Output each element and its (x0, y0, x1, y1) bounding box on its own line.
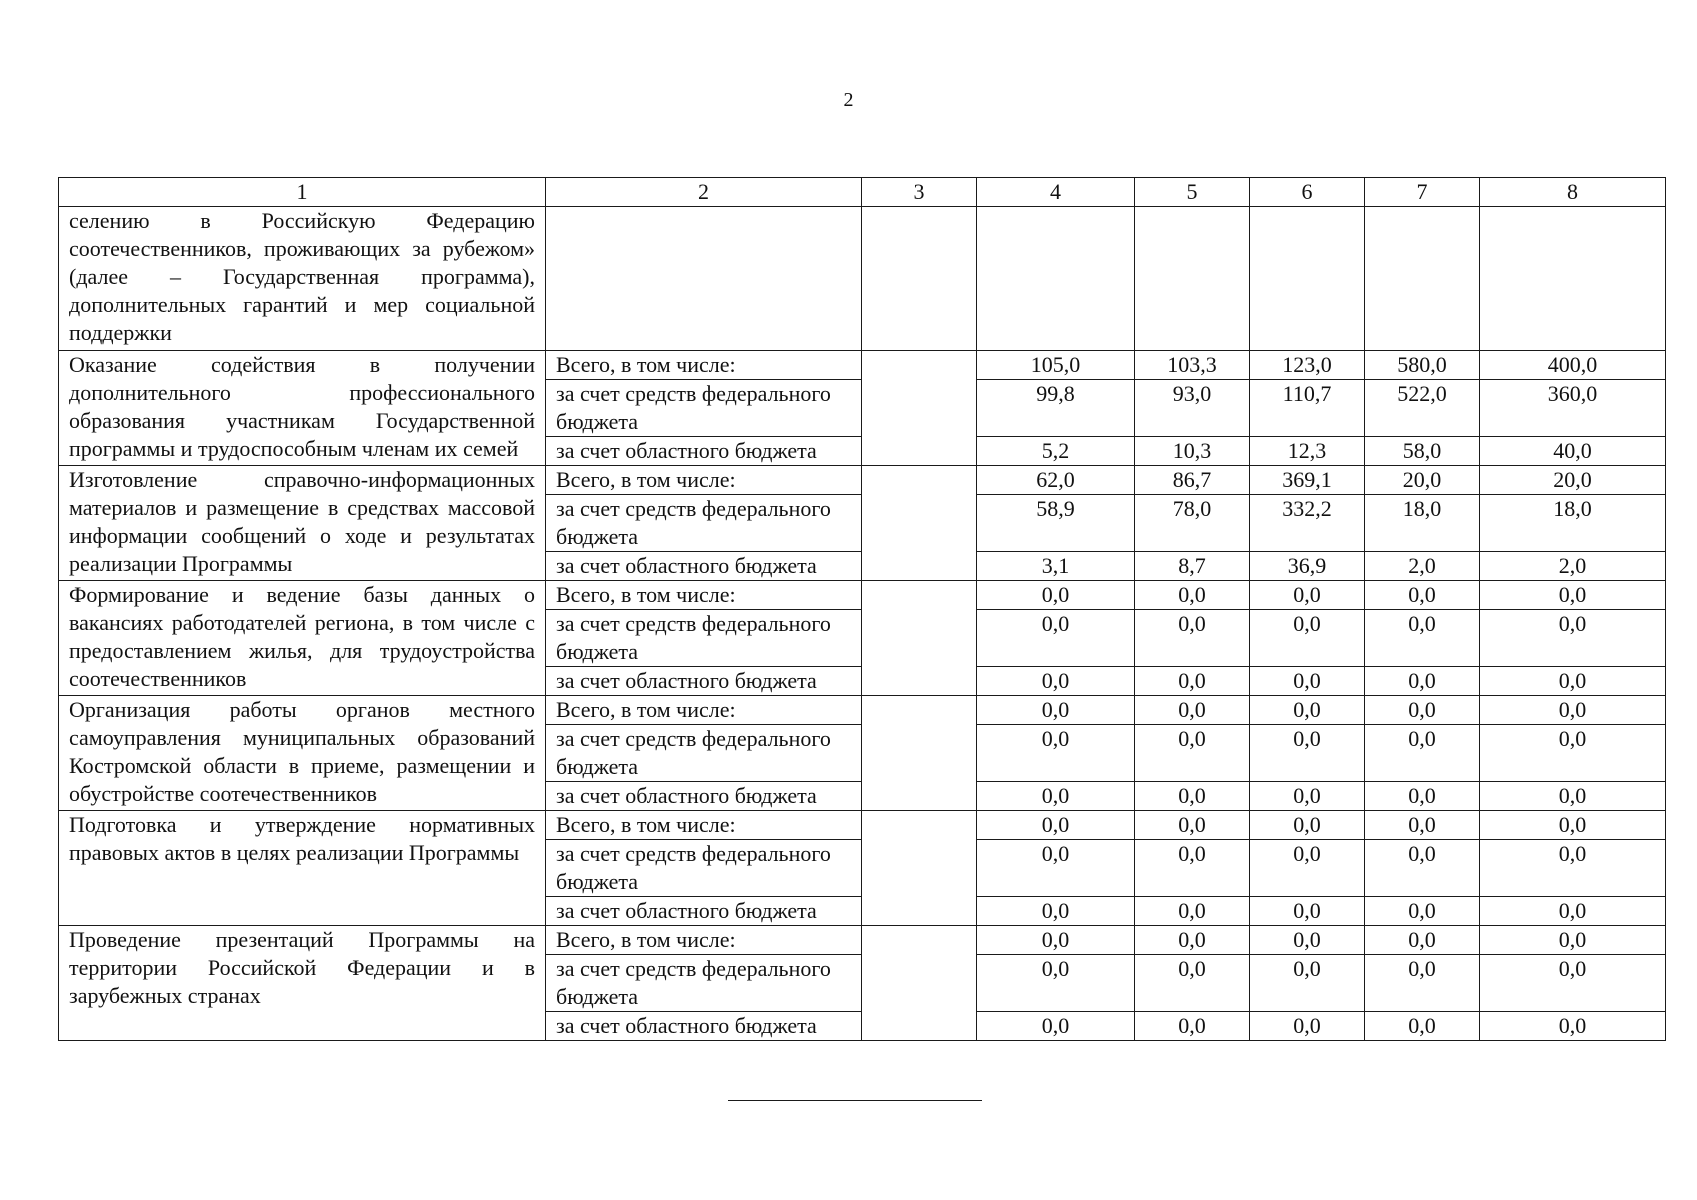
value-cell: 103,3 (1135, 351, 1250, 380)
value-cell: 0,0 (1135, 696, 1250, 725)
source-label-federal: за счет средств федерального бюджета (546, 725, 862, 782)
value-cell: 0,0 (1480, 840, 1666, 897)
value-cell: 0,0 (977, 782, 1135, 811)
activity-name: Изготовление справочно-информационных материалов и размещение в средствах массовой информации сообщений о ходе и результатах реализации Программы (59, 466, 546, 581)
value-cell: 0,0 (977, 725, 1135, 782)
empty-cell (546, 207, 862, 351)
value-cell: 0,0 (1480, 811, 1666, 840)
value-cell: 0,0 (1135, 840, 1250, 897)
value-cell: 0,0 (1480, 897, 1666, 926)
value-cell: 0,0 (1480, 667, 1666, 696)
source-label-federal: за счет средств федерального бюджета (546, 495, 862, 552)
value-cell: 0,0 (1135, 1012, 1250, 1041)
page-number: 2 (843, 89, 854, 111)
value-cell: 0,0 (1480, 610, 1666, 667)
intro-text: селению в Российскую Федерацию соотечественников, проживающих за рубежом» (далее – Государственная программа), дополнительных гарантий и мер социальной поддержки (59, 207, 546, 351)
value-cell: 0,0 (977, 610, 1135, 667)
value-cell: 0,0 (1480, 782, 1666, 811)
value-cell: 580,0 (1365, 351, 1480, 380)
value-cell: 8,7 (1135, 552, 1250, 581)
value-cell: 62,0 (977, 466, 1135, 495)
value-cell: 0,0 (1365, 897, 1480, 926)
source-label-total: Всего, в том числе: (546, 581, 862, 610)
value-cell: 18,0 (1365, 495, 1480, 552)
value-cell: 0,0 (1480, 725, 1666, 782)
value-cell: 0,0 (1250, 897, 1365, 926)
activity-total-row (59, 581, 1666, 610)
value-cell: 110,7 (1250, 380, 1365, 437)
source-label-total: Всего, в том числе: (546, 696, 862, 725)
activity-name: Формирование и ведение базы данных о вакансиях работодателей региона, в том числе с предоставлением жилья, для трудоустройства соотечественников (59, 581, 546, 696)
value-cell: 123,0 (1250, 351, 1365, 380)
value-cell: 3,1 (977, 552, 1135, 581)
intro-row (59, 207, 1666, 351)
value-cell: 93,0 (1135, 380, 1250, 437)
value-cell: 0,0 (1250, 725, 1365, 782)
value-cell: 105,0 (977, 351, 1135, 380)
activity-name: Проведение презентаций Программы на территории Российской Федерации и в зарубежных странах (59, 926, 546, 1041)
closing-rule (728, 1100, 982, 1101)
value-cell: 0,0 (1250, 696, 1365, 725)
value-cell: 0,0 (1135, 897, 1250, 926)
value-cell: 0,0 (977, 811, 1135, 840)
value-cell: 0,0 (1250, 581, 1365, 610)
value-cell: 78,0 (1135, 495, 1250, 552)
value-cell: 0,0 (1135, 955, 1250, 1012)
column-number: 7 (1365, 178, 1480, 207)
value-cell: 0,0 (1480, 696, 1666, 725)
activity-total-row (59, 351, 1666, 380)
value-cell: 0,0 (1135, 581, 1250, 610)
column-number: 4 (977, 178, 1135, 207)
value-cell: 0,0 (1250, 926, 1365, 955)
value-cell: 2,0 (1480, 552, 1666, 581)
column-number-row (59, 178, 1666, 207)
value-cell: 0,0 (1480, 1012, 1666, 1041)
value-cell: 0,0 (1135, 926, 1250, 955)
value-cell: 58,0 (1365, 437, 1480, 466)
value-cell: 0,0 (977, 926, 1135, 955)
value-cell: 20,0 (1480, 466, 1666, 495)
value-cell: 0,0 (977, 667, 1135, 696)
column-number: 1 (59, 178, 546, 207)
empty-cell (1135, 207, 1250, 351)
value-cell: 0,0 (1250, 955, 1365, 1012)
column-number: 5 (1135, 178, 1250, 207)
value-cell: 0,0 (1365, 1012, 1480, 1041)
source-label-total: Всего, в том числе: (546, 811, 862, 840)
value-cell: 369,1 (1250, 466, 1365, 495)
value-cell: 0,0 (1135, 782, 1250, 811)
activity-name: Организация работы органов местного самоуправления муниципальных образований Костромской области в приеме, размещении и обустройстве соотечественников (59, 696, 546, 811)
column-number: 2 (546, 178, 862, 207)
activity-total-row (59, 926, 1666, 955)
value-cell: 0,0 (1135, 610, 1250, 667)
value-cell: 0,0 (977, 955, 1135, 1012)
source-label-regional: за счет областного бюджета (546, 437, 862, 466)
column-3-cell (862, 811, 977, 926)
value-cell: 0,0 (977, 696, 1135, 725)
value-cell: 20,0 (1365, 466, 1480, 495)
column-3-cell (862, 696, 977, 811)
activity-total-row (59, 466, 1666, 495)
value-cell: 0,0 (1135, 667, 1250, 696)
column-number: 8 (1480, 178, 1666, 207)
value-cell: 58,9 (977, 495, 1135, 552)
source-label-regional: за счет областного бюджета (546, 667, 862, 696)
budget-table (58, 177, 1666, 1041)
activity-name: Оказание содействия в получении дополнительного профессионального образования участникам Государственной программы и трудоспособным членам их семей (59, 351, 546, 466)
column-3-cell (862, 926, 977, 1041)
value-cell: 0,0 (1250, 1012, 1365, 1041)
source-label-total: Всего, в том числе: (546, 351, 862, 380)
empty-cell (1365, 207, 1480, 351)
column-3-cell (862, 581, 977, 696)
source-label-federal: за счет средств федерального бюджета (546, 955, 862, 1012)
value-cell: 0,0 (1250, 840, 1365, 897)
value-cell: 0,0 (1365, 811, 1480, 840)
value-cell: 522,0 (1365, 380, 1480, 437)
value-cell: 5,2 (977, 437, 1135, 466)
value-cell: 36,9 (1250, 552, 1365, 581)
empty-cell (1250, 207, 1365, 351)
source-label-federal: за счет средств федерального бюджета (546, 840, 862, 897)
value-cell: 99,8 (977, 380, 1135, 437)
value-cell: 332,2 (1250, 495, 1365, 552)
value-cell: 18,0 (1480, 495, 1666, 552)
value-cell: 0,0 (1135, 811, 1250, 840)
value-cell: 86,7 (1135, 466, 1250, 495)
value-cell: 0,0 (1365, 955, 1480, 1012)
source-label-regional: за счет областного бюджета (546, 782, 862, 811)
value-cell: 0,0 (977, 840, 1135, 897)
source-label-regional: за счет областного бюджета (546, 552, 862, 581)
value-cell: 10,3 (1135, 437, 1250, 466)
value-cell: 0,0 (1480, 955, 1666, 1012)
value-cell: 0,0 (1250, 782, 1365, 811)
value-cell: 0,0 (1250, 811, 1365, 840)
column-number: 6 (1250, 178, 1365, 207)
value-cell: 0,0 (1135, 725, 1250, 782)
value-cell: 360,0 (1480, 380, 1666, 437)
value-cell: 0,0 (977, 897, 1135, 926)
empty-cell (862, 207, 977, 351)
value-cell: 0,0 (977, 581, 1135, 610)
activity-total-row (59, 811, 1666, 840)
value-cell: 400,0 (1480, 351, 1666, 380)
source-label-total: Всего, в том числе: (546, 466, 862, 495)
value-cell: 0,0 (1365, 840, 1480, 897)
value-cell: 0,0 (1365, 610, 1480, 667)
source-label-regional: за счет областного бюджета (546, 1012, 862, 1041)
value-cell: 0,0 (1365, 725, 1480, 782)
empty-cell (1480, 207, 1666, 351)
activity-name: Подготовка и утверждение нормативных правовых актов в целях реализации Программы (59, 811, 546, 926)
value-cell: 0,0 (1365, 926, 1480, 955)
value-cell: 0,0 (1365, 696, 1480, 725)
empty-cell (977, 207, 1135, 351)
source-label-total: Всего, в том числе: (546, 926, 862, 955)
column-3-cell (862, 466, 977, 581)
column-3-cell (862, 351, 977, 466)
source-label-regional: за счет областного бюджета (546, 897, 862, 926)
value-cell: 0,0 (1365, 782, 1480, 811)
value-cell: 0,0 (1250, 667, 1365, 696)
value-cell: 12,3 (1250, 437, 1365, 466)
value-cell: 0,0 (1365, 667, 1480, 696)
source-label-federal: за счет средств федерального бюджета (546, 380, 862, 437)
value-cell: 0,0 (977, 1012, 1135, 1041)
value-cell: 2,0 (1365, 552, 1480, 581)
column-number: 3 (862, 178, 977, 207)
value-cell: 0,0 (1250, 610, 1365, 667)
value-cell: 40,0 (1480, 437, 1666, 466)
value-cell: 0,0 (1480, 926, 1666, 955)
value-cell: 0,0 (1480, 581, 1666, 610)
source-label-federal: за счет средств федерального бюджета (546, 610, 862, 667)
activity-total-row (59, 696, 1666, 725)
value-cell: 0,0 (1365, 581, 1480, 610)
